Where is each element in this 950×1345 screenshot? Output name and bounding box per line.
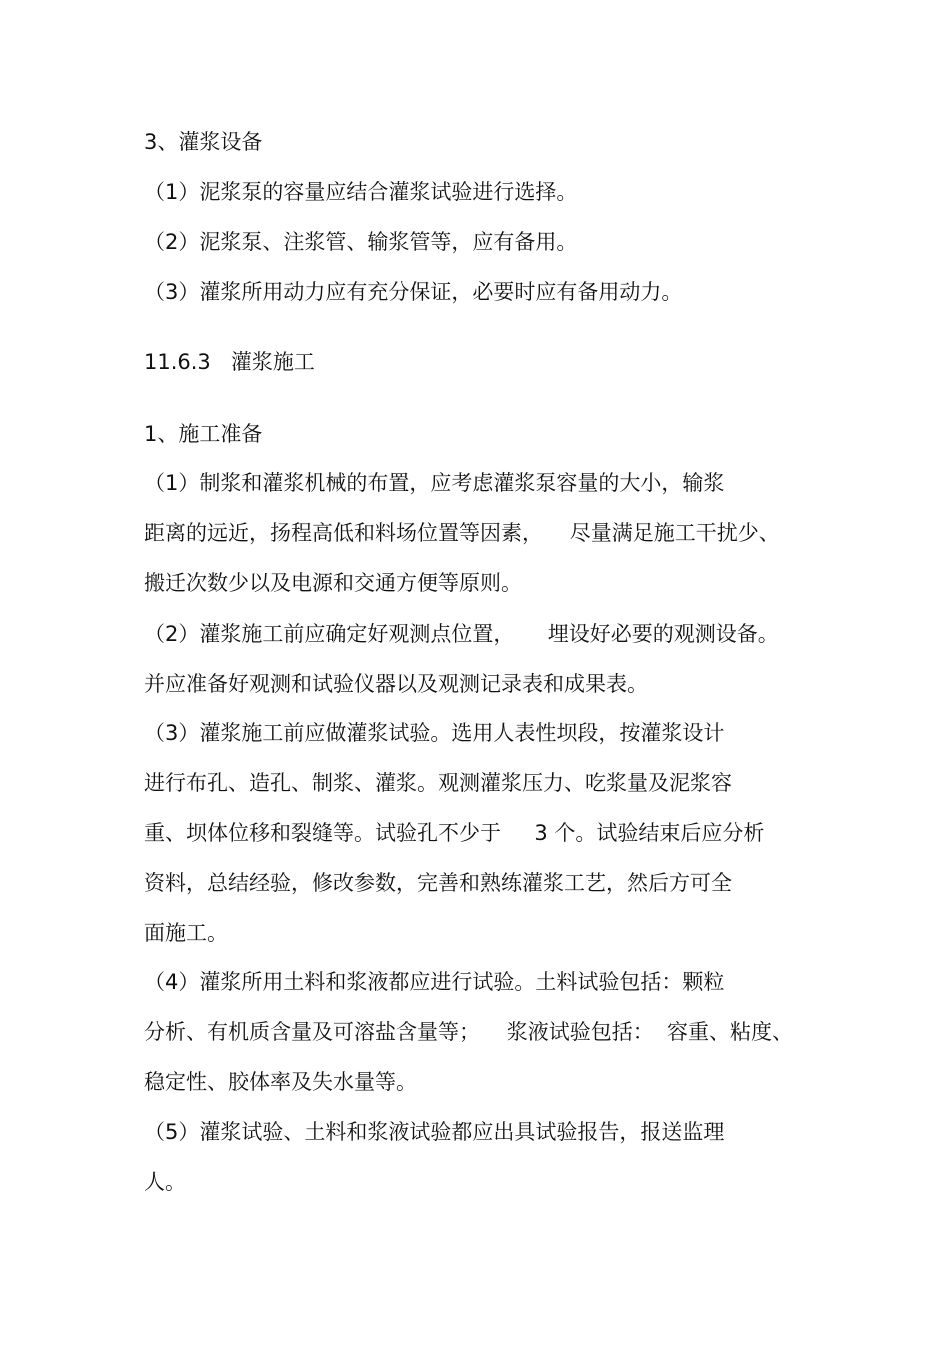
- paragraph-line: （2）泥浆泵、注浆管、输浆管等，应有备用。: [144, 230, 578, 254]
- paragraph-line: 稳定性、胶体率及失水量等。: [144, 1070, 417, 1094]
- paragraph-line: 分析、有机质含量及可溶盐含量等； 浆液试验包括： 容重、粘度、: [144, 1020, 794, 1044]
- paragraph-line: （3）灌浆施工前应做灌浆试验。选用人表性坝段，按灌浆设计: [144, 721, 725, 745]
- paragraph-line: （2）灌浆施工前应确定好观测点位置， 埋设好必要的观测设备。: [144, 622, 779, 646]
- paragraph-line: 进行布孔、造孔、制浆、灌浆。观测灌浆压力、吃浆量及泥浆容: [144, 771, 732, 795]
- paragraph-line: （5）灌浆试验、土料和浆液试验都应出具试验报告，报送监理: [144, 1120, 725, 1144]
- paragraph-line: 资料，总结经验，修改参数，完善和熟练灌浆工艺，然后方可全: [144, 871, 732, 895]
- paragraph-line: （3）灌浆所用动力应有充分保证，必要时应有备用动力。: [144, 280, 683, 304]
- section-heading-grouting-construction: 11.6.3 灌浆施工: [144, 350, 315, 374]
- paragraph-line: （4）灌浆所用土料和浆液都应进行试验。土料试验包括：颗粒: [144, 970, 725, 994]
- paragraph-line: 并应准备好观测和试验仪器以及观测记录表和成果表。: [144, 672, 648, 696]
- paragraph-line: 重、坝体位移和裂缝等。试验孔不少于 3 个。试验结束后应分析: [144, 821, 765, 845]
- paragraph-line: 人。: [144, 1170, 186, 1194]
- paragraph-line: （1）制浆和灌浆机械的布置，应考虑灌浆泵容量的大小，输浆: [144, 471, 725, 495]
- paragraph-line: 面施工。: [144, 921, 228, 945]
- paragraph-line: 搬迁次数少以及电源和交通方便等原则。: [144, 571, 522, 595]
- section-heading-grouting-equipment: 3、灌浆设备: [144, 130, 263, 154]
- subsection-heading-preparation: 1、施工准备: [144, 422, 263, 446]
- paragraph-line: （1）泥浆泵的容量应结合灌浆试验进行选择。: [144, 180, 578, 204]
- paragraph-line: 距离的远近，扬程高低和料场位置等因素， 尽量满足施工干扰少、: [144, 521, 780, 545]
